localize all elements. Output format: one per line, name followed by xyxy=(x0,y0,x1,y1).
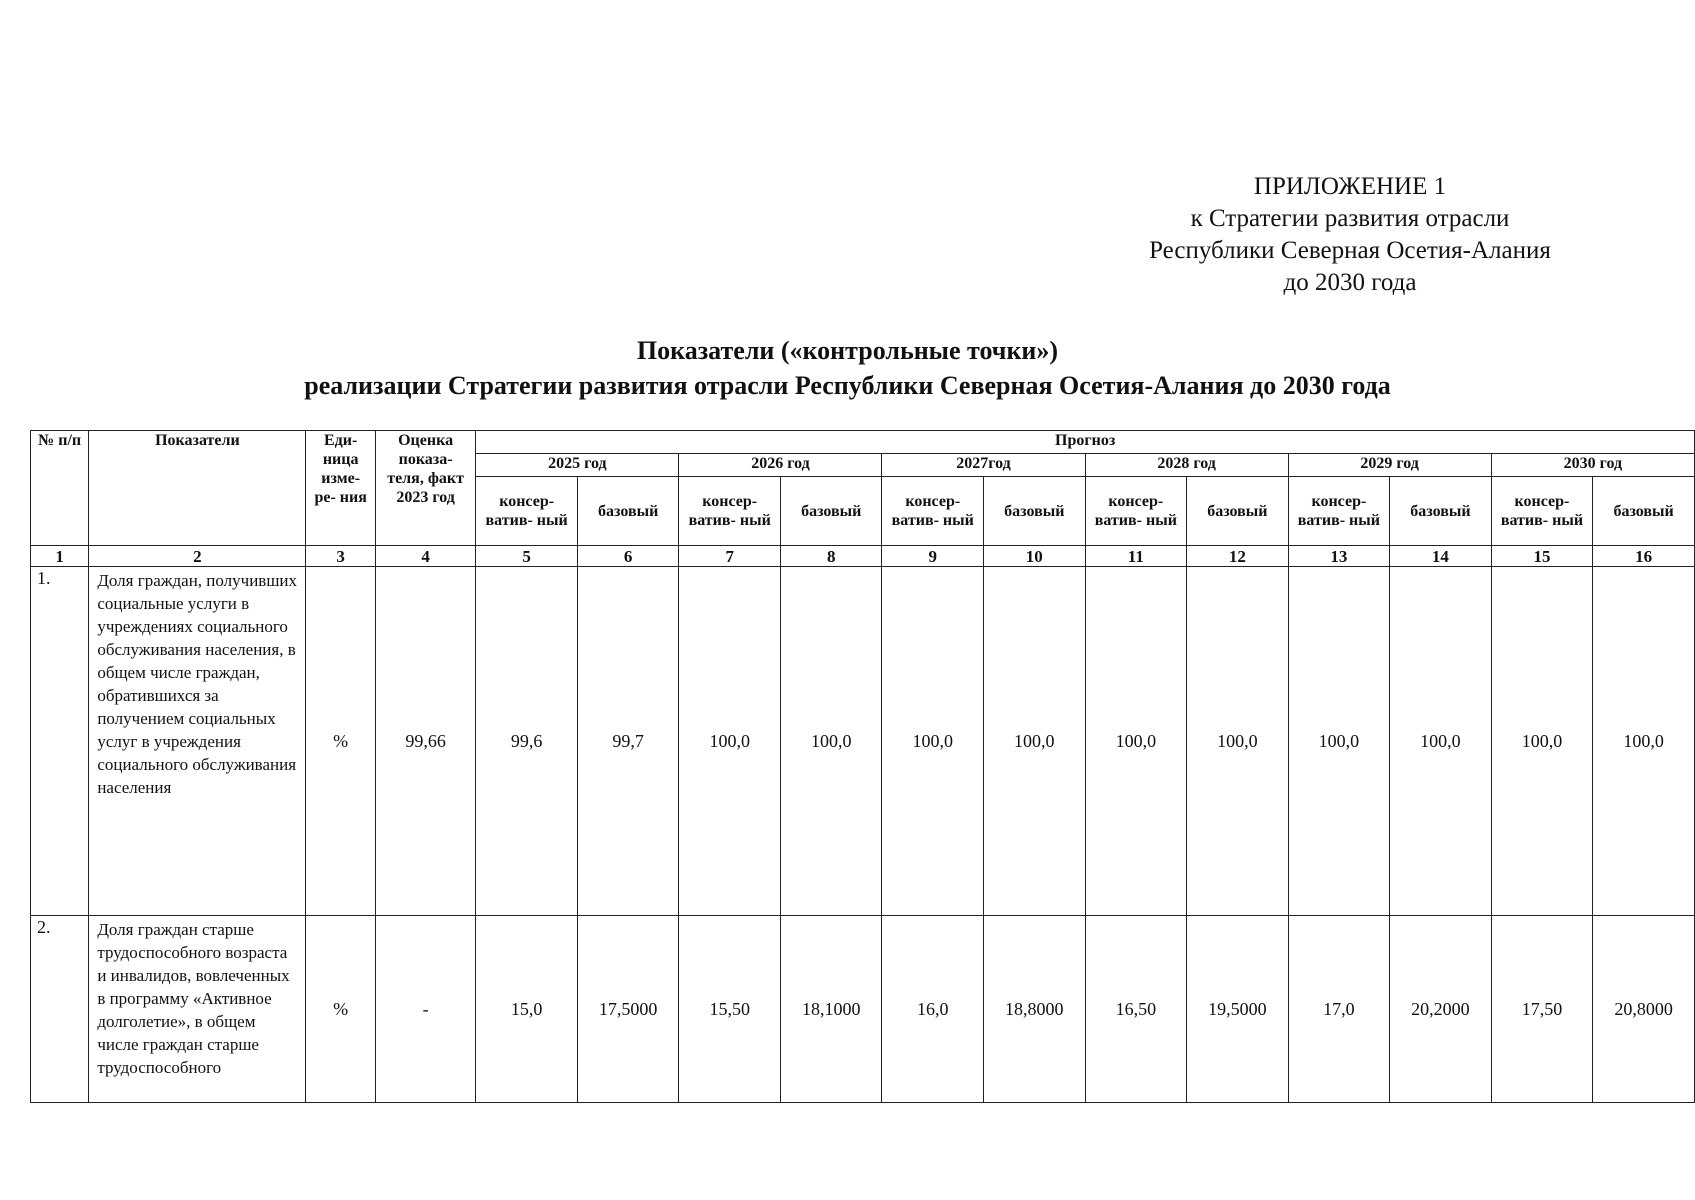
value-cell: 20,8000 xyxy=(1593,916,1695,1103)
title-line-1: Показатели («контрольные точки») xyxy=(636,336,1059,365)
value-cell: 17,0 xyxy=(1288,916,1390,1103)
header-base: базовый xyxy=(1390,477,1492,546)
appendix-line-1: ПРИЛОЖЕНИЕ 1 xyxy=(1253,173,1447,200)
column-number: 4 xyxy=(375,546,476,567)
estimate-cell: - xyxy=(375,916,476,1103)
header-conservative: консер- ватив- ный xyxy=(1491,477,1593,546)
value-cell: 18,8000 xyxy=(984,916,1086,1103)
value-cell: 100,0 xyxy=(882,567,984,916)
column-number: 10 xyxy=(984,546,1086,567)
value-cell: 18,1000 xyxy=(780,916,882,1103)
column-number: 13 xyxy=(1288,546,1390,567)
header-indicator: Показатели xyxy=(89,431,306,546)
value-cell: 100,0 xyxy=(984,567,1086,916)
header-year: 2029 год xyxy=(1288,454,1491,477)
header-conservative: консер- ватив- ный xyxy=(476,477,578,546)
column-number: 14 xyxy=(1390,546,1492,567)
header-base: базовый xyxy=(1593,477,1695,546)
document-title xyxy=(0,333,1695,403)
appendix-line-4: до 2030 года xyxy=(1283,269,1417,296)
header-unit: Еди- ница изме- ре- ния xyxy=(306,431,375,546)
header-base: базовый xyxy=(577,477,679,546)
column-number: 6 xyxy=(577,546,679,567)
value-cell: 15,50 xyxy=(679,916,781,1103)
value-cell: 16,0 xyxy=(882,916,984,1103)
column-number: 3 xyxy=(306,546,375,567)
unit-cell: % xyxy=(306,916,375,1103)
value-cell: 100,0 xyxy=(1187,567,1289,916)
value-cell: 17,5000 xyxy=(577,916,679,1103)
appendix-heading xyxy=(1080,171,1620,299)
title-line-2: реализации Стратегии развития отрасли Республики Северная Осетия-Алания до 2030 года xyxy=(304,371,1391,400)
column-number-row xyxy=(31,546,1695,567)
header-conservative: консер- ватив- ный xyxy=(882,477,984,546)
appendix-line-2: к Стратегии развития отрасли xyxy=(1190,205,1510,232)
header-forecast: Прогноз xyxy=(476,431,1695,454)
column-number: 11 xyxy=(1085,546,1187,567)
header-base: базовый xyxy=(984,477,1086,546)
indicator-name: Доля граждан, получивших социальные услуги в учреждениях социального обслуживания населения, в общем числе граждан, обратившихся за получением социальных услуг в учреждения социального обслуживания населения xyxy=(89,567,306,916)
table-row xyxy=(31,567,1695,916)
header-year: 2028 год xyxy=(1085,454,1288,477)
header-year: 2025 год xyxy=(476,454,679,477)
column-number: 8 xyxy=(780,546,882,567)
value-cell: 17,50 xyxy=(1491,916,1593,1103)
column-number: 1 xyxy=(31,546,89,567)
indicator-name: Доля граждан старше трудоспособного возраста и инвалидов, вовлеченных в программу «Активное долголетие», в общем числе граждан старше трудоспособного xyxy=(89,916,306,1103)
header-base: базовый xyxy=(780,477,882,546)
header-conservative: консер- ватив- ный xyxy=(679,477,781,546)
value-cell: 100,0 xyxy=(780,567,882,916)
value-cell: 20,2000 xyxy=(1390,916,1492,1103)
value-cell: 99,6 xyxy=(476,567,578,916)
header-conservative: консер- ватив- ный xyxy=(1085,477,1187,546)
value-cell: 16,50 xyxy=(1085,916,1187,1103)
indicators-table-container xyxy=(30,430,1695,1120)
column-number: 15 xyxy=(1491,546,1593,567)
header-year: 2027год xyxy=(882,454,1085,477)
value-cell: 100,0 xyxy=(1288,567,1390,916)
table-row xyxy=(31,916,1695,1103)
value-cell: 100,0 xyxy=(1390,567,1492,916)
row-number: 1. xyxy=(31,567,89,916)
indicators-table xyxy=(30,430,1695,1103)
column-number: 9 xyxy=(882,546,984,567)
header-estimate: Оценка показа- теля, факт 2023 год xyxy=(375,431,476,546)
value-cell: 19,5000 xyxy=(1187,916,1289,1103)
column-number: 7 xyxy=(679,546,781,567)
estimate-cell: 99,66 xyxy=(375,567,476,916)
appendix-line-3: Республики Северная Осетия-Алания xyxy=(1149,237,1551,264)
column-number: 16 xyxy=(1593,546,1695,567)
header-conservative: консер- ватив- ный xyxy=(1288,477,1390,546)
column-number: 12 xyxy=(1187,546,1289,567)
column-number: 2 xyxy=(89,546,306,567)
value-cell: 15,0 xyxy=(476,916,578,1103)
row-number: 2. xyxy=(31,916,89,1103)
header-base: базовый xyxy=(1187,477,1289,546)
header-num: № п/п xyxy=(31,431,89,546)
unit-cell: % xyxy=(306,567,375,916)
value-cell: 100,0 xyxy=(1085,567,1187,916)
value-cell: 100,0 xyxy=(1491,567,1593,916)
value-cell: 99,7 xyxy=(577,567,679,916)
value-cell: 100,0 xyxy=(679,567,781,916)
header-year: 2026 год xyxy=(679,454,882,477)
header-year: 2030 год xyxy=(1491,454,1694,477)
value-cell: 100,0 xyxy=(1593,567,1695,916)
column-number: 5 xyxy=(476,546,578,567)
